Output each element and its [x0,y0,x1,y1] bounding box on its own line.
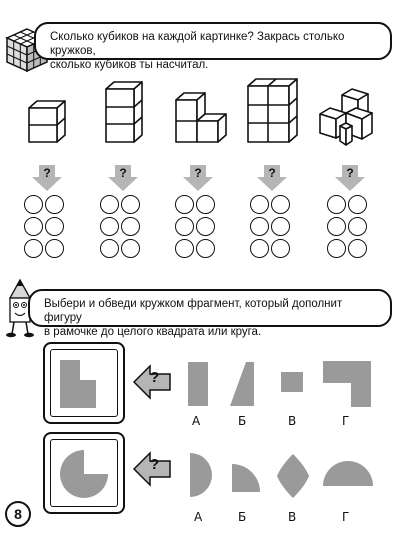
option-label-a: А [192,414,201,428]
answer-circle[interactable] [175,195,194,214]
question-mark-4: ? [268,166,276,180]
square-figure-shape [56,356,112,412]
square-option-v[interactable] [279,370,305,394]
option-label-b: Б [238,414,247,428]
answer-circle[interactable] [175,239,194,258]
answer-circle[interactable] [348,239,367,258]
answer-circle[interactable] [250,239,269,258]
question-mark-3: ? [194,166,202,180]
answer-circle[interactable] [348,217,367,236]
question-mark-7: ? [150,456,160,473]
option-label-a: А [194,510,203,524]
answer-circle[interactable] [271,195,290,214]
task2-line1: Выбери и обведи кружком фрагмент, который дополнит фигуру [44,298,343,324]
square-option-g[interactable] [321,359,373,409]
option-label-b: Б [238,510,247,524]
answer-circle[interactable] [100,217,119,236]
answer-circle[interactable] [250,195,269,214]
answer-circle[interactable] [348,195,367,214]
question-mark-1: ? [43,166,51,180]
answer-circle[interactable] [121,195,140,214]
answer-circle[interactable] [24,195,43,214]
cube-figures [0,70,410,160]
answer-circle[interactable] [327,239,346,258]
answer-circle[interactable] [45,195,64,214]
answer-circle[interactable] [271,239,290,258]
cube-figure-1 [29,101,65,142]
task2-line2: в рамочке до целого квадрата или круга. [44,326,262,338]
square-option-a[interactable] [186,360,210,408]
question-mark-5: ? [346,166,354,180]
circle-option-a[interactable] [188,451,214,499]
answer-circle[interactable] [250,217,269,236]
option-label-g: Г [342,414,350,428]
answer-circle[interactable] [100,195,119,214]
option-label-v: В [288,414,297,428]
answer-circle[interactable] [175,217,194,236]
answer-circle[interactable] [121,239,140,258]
answer-circle[interactable] [196,217,215,236]
task1-line2: сколько кубиков ты насчитал. [50,59,209,71]
task1-line1: Сколько кубиков на каждой картинке? Закрась столько кружков, [50,31,345,57]
answer-circle[interactable] [327,195,346,214]
option-label-g: Г [342,510,350,524]
task1-instruction [34,22,392,71]
page-number: 8 [5,501,31,527]
option-label-v: В [288,510,297,524]
answer-circle[interactable] [196,239,215,258]
cube-figure-3 [176,93,226,142]
circle-figure-shape [56,446,112,502]
answer-circle[interactable] [271,217,290,236]
cube-figure-5 [320,89,372,145]
answer-circle[interactable] [121,217,140,236]
question-mark-2: ? [119,166,127,180]
answer-circle[interactable] [100,239,119,258]
cube-figure-2 [106,82,142,142]
answer-circle[interactable] [327,217,346,236]
answer-circle[interactable] [24,239,43,258]
circle-option-g[interactable] [321,458,375,488]
question-mark-6: ? [150,369,160,386]
answer-circle[interactable] [45,217,64,236]
answer-circle[interactable] [45,239,64,258]
cube-figure-4 [248,79,297,142]
square-option-b[interactable] [228,360,256,408]
answer-circle[interactable] [196,195,215,214]
answer-circle[interactable] [24,217,43,236]
task2-instruction [28,289,392,338]
circle-option-v[interactable] [275,452,311,500]
circle-option-b[interactable] [230,462,262,494]
